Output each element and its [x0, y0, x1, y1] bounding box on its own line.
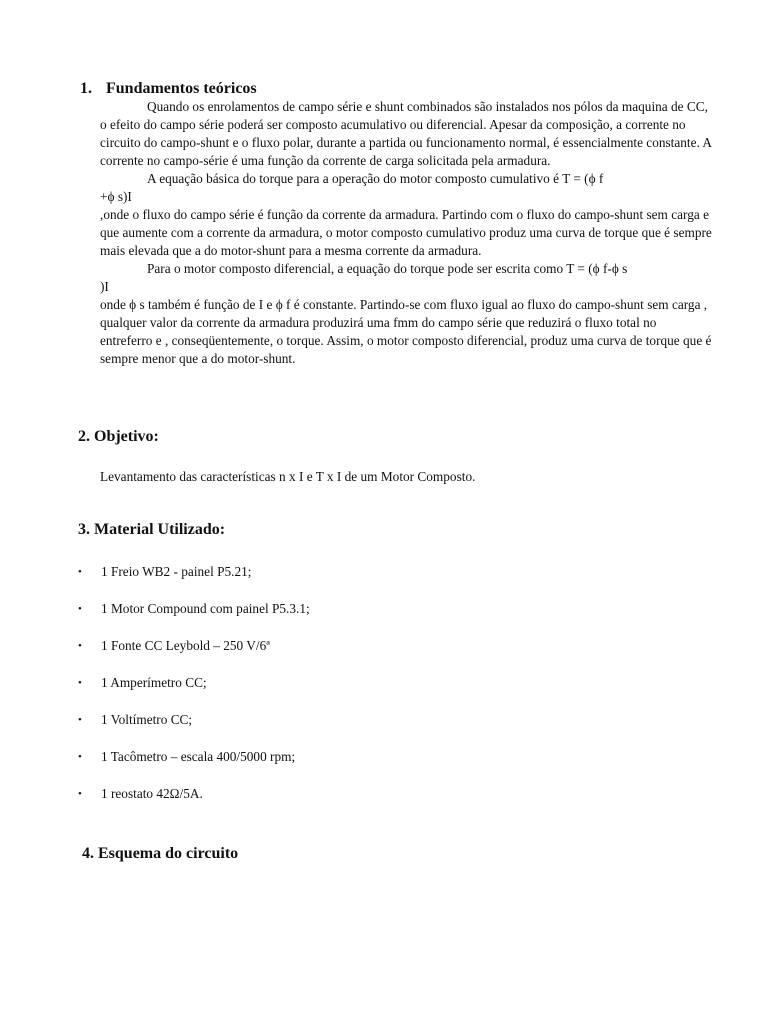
- paragraph-differential-equation: Para o motor composto diferencial, a equação do torque pode ser escrita como T = (ϕ f-ϕ s: [147, 261, 628, 276]
- paragraph-differential-explanation: onde ϕ s também é função de I e ϕ f é constante. Partindo-se com fluxo igual ao fluxo do campo-shunt sem carga , qualquer valor da corrente da armadura produzirá uma fmm do campo série que reduzirá o fluxo total no entreferro e , conseqüentemente, o torque. Assim, o motor composto diferencial, produz uma curva de torque que é sempre menor que a do motor-shunt.: [100, 297, 712, 366]
- bullet-icon: •: [78, 714, 82, 726]
- list-item: [78, 711, 310, 748]
- list-item: [78, 563, 310, 600]
- objective-text: Levantamento das características n x I e T x I de um Motor Composto.: [100, 469, 476, 484]
- section-3-heading: 3. Material Utilizado:: [78, 521, 226, 538]
- section-4-heading: 4. Esquema do circuito: [82, 845, 239, 862]
- bullet-icon: •: [78, 788, 82, 800]
- section-1-title: Fundamentos teóricos: [106, 80, 257, 97]
- list-item-text: 1 Amperímetro CC;: [101, 675, 207, 690]
- list-item-text: 1 Motor Compound com painel P5.3.1;: [101, 601, 310, 616]
- list-item: [78, 600, 310, 637]
- list-item: [78, 637, 310, 674]
- list-item-text: 1 Tacômetro – escala 400/5000 rpm;: [101, 749, 296, 764]
- list-item-text: 1 Freio WB2 - painel P5.21;: [101, 564, 252, 579]
- bullet-icon: •: [78, 640, 82, 652]
- section-1-body: [100, 98, 712, 368]
- bullet-icon: •: [78, 566, 82, 578]
- list-item: [78, 785, 310, 822]
- list-item-text: 1 reostato 42Ω/5A.: [101, 786, 203, 801]
- material-list: [78, 563, 310, 822]
- section-1-number: 1.: [80, 80, 92, 97]
- paragraph-intro: Quando os enrolamentos de campo série e shunt combinados são instalados nos pólos da maquina de CC, o efeito do campo série poderá ser composto acumulativo ou diferencial. Apesar da composição, a corrente no circuito do campo-shunt e o fluxo polar, durante a partida ou funcionamento normal, é essencialmente constante. A corrente no campo-série é uma função da corrente de carga solicitada pela armadura.: [100, 99, 712, 168]
- paragraph-cumulative-equation-cont: +ϕ s)I: [100, 189, 132, 204]
- list-item: [78, 748, 310, 785]
- section-2-heading: 2. Objetivo:: [78, 428, 159, 445]
- bullet-icon: •: [78, 677, 82, 689]
- paragraph-cumulative-explanation: ,onde o fluxo do campo série é função da corrente da armadura. Partindo com o fluxo do campo-shunt sem carga e que aumente com a corrente da armadura, o motor composto cumulativo produz uma curva de torque que é sempre mais elevada que a do motor-shunt para a mesma corrente da armadura.: [100, 207, 712, 258]
- bullet-icon: •: [78, 751, 82, 763]
- paragraph-cumulative-equation: A equação básica do torque para a operação do motor composto cumulativo é T = (ϕ f: [147, 171, 604, 186]
- list-item-text: 1 Fonte CC Leybold – 250 V/6ª: [101, 638, 270, 653]
- list-item-text: 1 Voltímetro CC;: [101, 712, 193, 727]
- list-item: [78, 674, 310, 711]
- bullet-icon: •: [78, 603, 82, 615]
- section-1-heading: [80, 80, 257, 98]
- paragraph-differential-equation-cont: )I: [100, 279, 109, 294]
